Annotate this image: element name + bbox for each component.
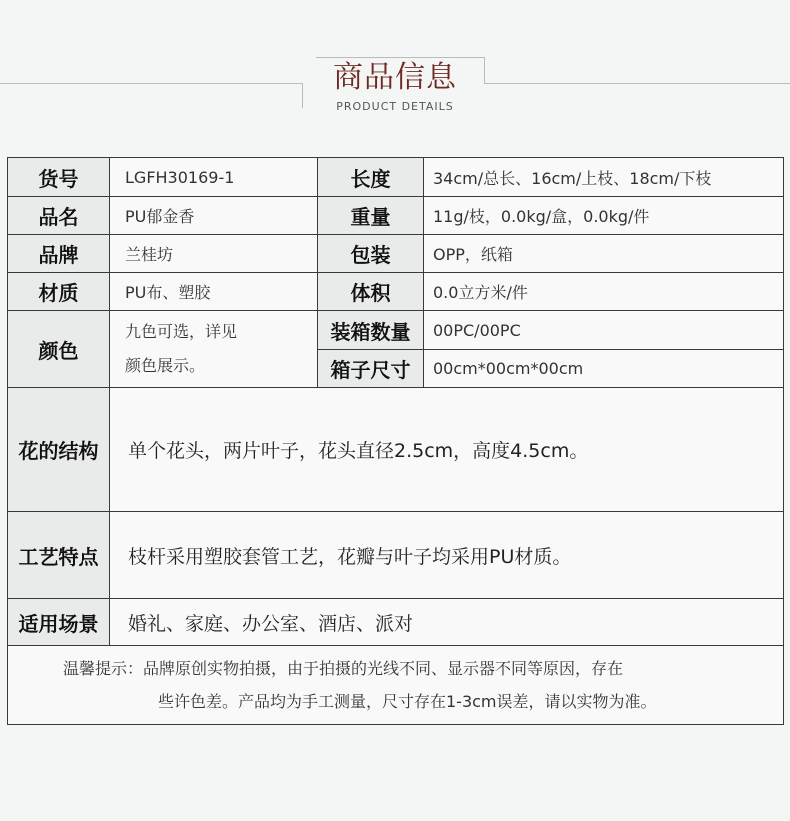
name-value: PU郁金香 (110, 197, 318, 235)
table-row (8, 235, 784, 273)
box-qty-value: 00PC/00PC (424, 311, 784, 350)
table-row (8, 197, 784, 235)
tip-line2: 些许色差。产品均为手工测量，尺寸存在1-3cm误差，请以实物为准。 (158, 692, 657, 711)
table-row (8, 158, 784, 197)
table-row (8, 512, 784, 599)
color-value-line1: 九色可选，详见 (125, 322, 238, 341)
craft-value: 枝杆采用塑胶套管工艺，花瓣与叶子均采用PU材质。 (110, 512, 784, 599)
product-spec-table (7, 157, 784, 725)
header-bracket-top (316, 57, 484, 58)
item-no-value: LGFH30169-1 (110, 158, 318, 197)
volume-value: 0.0立方米/件 (424, 273, 784, 311)
table-row (8, 646, 784, 725)
volume-label: 体积 (318, 273, 424, 311)
color-value (110, 311, 318, 388)
box-size-label: 箱子尺寸 (318, 350, 424, 388)
page-subtitle: PRODUCT DETAILS (336, 100, 454, 113)
box-size-value: 00cm*00cm*00cm (424, 350, 784, 388)
weight-label: 重量 (318, 197, 424, 235)
table-row (8, 388, 784, 512)
tip-line1: 温馨提示：品牌原创实物拍摄，由于拍摄的光线不同、显示器不同等原因，存在 (63, 659, 624, 678)
scene-label: 适用场景 (8, 599, 110, 646)
weight-value: 11g/枝，0.0kg/盒，0.0kg/件 (424, 197, 784, 235)
item-no-label: 货号 (8, 158, 110, 197)
tip-note (8, 646, 784, 725)
material-label: 材质 (8, 273, 110, 311)
material-value: PU布、塑胶 (110, 273, 318, 311)
structure-value: 单个花头，两片叶子，花头直径2.5cm，高度4.5cm。 (110, 388, 784, 512)
color-value-line2: 颜色展示。 (125, 356, 206, 375)
length-label: 长度 (318, 158, 424, 197)
table-row (8, 311, 784, 350)
brand-value: 兰桂坊 (110, 235, 318, 273)
box-qty-label: 装箱数量 (318, 311, 424, 350)
page-title: 商品信息 (333, 60, 457, 95)
section-header (0, 0, 790, 140)
brand-label: 品牌 (8, 235, 110, 273)
color-label: 颜色 (8, 311, 110, 388)
packing-label: 包装 (318, 235, 424, 273)
craft-label: 工艺特点 (8, 512, 110, 599)
length-value: 34cm/总长、16cm/上枝、18cm/下枝 (424, 158, 784, 197)
packing-value: OPP，纸箱 (424, 235, 784, 273)
name-label: 品名 (8, 197, 110, 235)
table-row (8, 273, 784, 311)
table-row (8, 599, 784, 646)
scene-value: 婚礼、家庭、办公室、酒店、派对 (110, 599, 784, 646)
structure-label: 花的结构 (8, 388, 110, 512)
